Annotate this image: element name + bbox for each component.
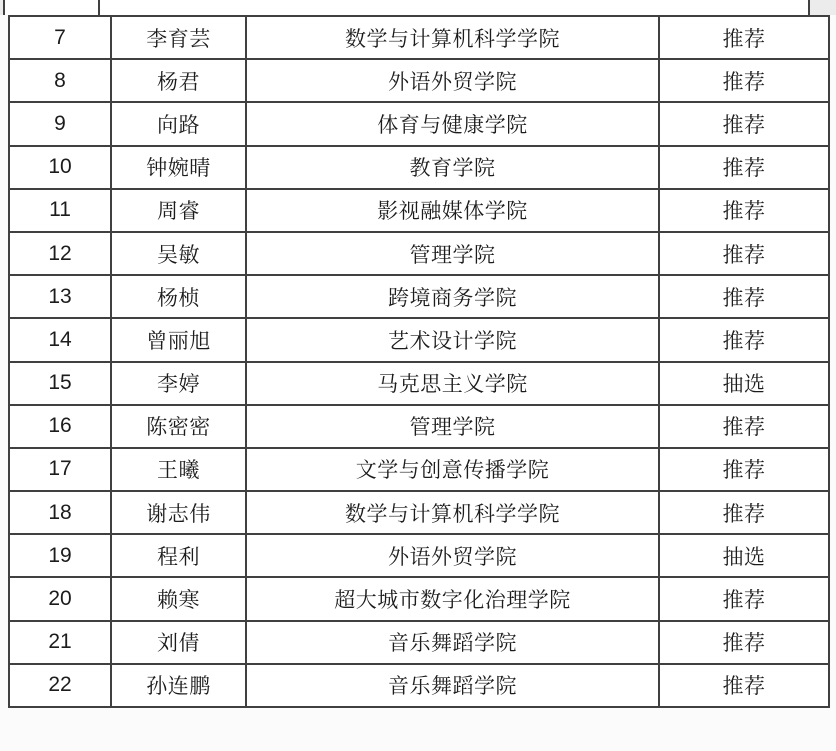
cell-college: 教育学院 bbox=[246, 146, 659, 189]
cell-status: 推荐 bbox=[659, 102, 829, 145]
cell-status: 推荐 bbox=[659, 232, 829, 275]
cell-college: 体育与健康学院 bbox=[246, 102, 659, 145]
cell-number: 17 bbox=[9, 448, 111, 491]
cell-status: 推荐 bbox=[659, 405, 829, 448]
cell-college: 音乐舞蹈学院 bbox=[246, 664, 659, 707]
table-row bbox=[9, 621, 829, 664]
table-row bbox=[9, 59, 829, 102]
cell-status: 推荐 bbox=[659, 318, 829, 361]
cell-number: 18 bbox=[9, 491, 111, 534]
table-row bbox=[9, 448, 829, 491]
cell-name: 赖寒 bbox=[111, 577, 246, 620]
cell-number: 19 bbox=[9, 534, 111, 577]
cell-name: 曾丽旭 bbox=[111, 318, 246, 361]
cell-name: 钟婉晴 bbox=[111, 146, 246, 189]
table-row bbox=[9, 491, 829, 534]
cell-name: 谢志伟 bbox=[111, 491, 246, 534]
roster-table-body bbox=[9, 16, 829, 707]
table-row bbox=[9, 577, 829, 620]
cell-status: 推荐 bbox=[659, 621, 829, 664]
table-row bbox=[9, 102, 829, 145]
cell-college: 跨境商务学院 bbox=[246, 275, 659, 318]
cell-name: 向路 bbox=[111, 102, 246, 145]
cell-name: 王曦 bbox=[111, 448, 246, 491]
cell-number: 12 bbox=[9, 232, 111, 275]
cell-status: 推荐 bbox=[659, 16, 829, 59]
cell-name: 杨桢 bbox=[111, 275, 246, 318]
table-row bbox=[9, 405, 829, 448]
table-row bbox=[9, 362, 829, 405]
cell-name: 杨君 bbox=[111, 59, 246, 102]
cell-college: 超大城市数字化治理学院 bbox=[246, 577, 659, 620]
table-row bbox=[9, 275, 829, 318]
cell-status: 推荐 bbox=[659, 189, 829, 232]
cell-name: 陈密密 bbox=[111, 405, 246, 448]
cell-name: 李婷 bbox=[111, 362, 246, 405]
cell-college: 外语外贸学院 bbox=[246, 59, 659, 102]
cell-college: 管理学院 bbox=[246, 232, 659, 275]
cell-status: 推荐 bbox=[659, 577, 829, 620]
cell-status: 抽选 bbox=[659, 534, 829, 577]
cell-number: 20 bbox=[9, 577, 111, 620]
cell-status: 推荐 bbox=[659, 448, 829, 491]
cell-number: 16 bbox=[9, 405, 111, 448]
cell-status: 抽选 bbox=[659, 362, 829, 405]
cell-status: 推荐 bbox=[659, 664, 829, 707]
cell-number: 7 bbox=[9, 16, 111, 59]
cell-number: 11 bbox=[9, 189, 111, 232]
table-row bbox=[9, 318, 829, 361]
cell-number: 15 bbox=[9, 362, 111, 405]
table-row bbox=[9, 189, 829, 232]
cell-college: 马克思主义学院 bbox=[246, 362, 659, 405]
table-row bbox=[9, 16, 829, 59]
table-row bbox=[9, 146, 829, 189]
previous-row-divider bbox=[98, 0, 100, 15]
cell-college: 外语外贸学院 bbox=[246, 534, 659, 577]
cell-college: 音乐舞蹈学院 bbox=[246, 621, 659, 664]
previous-row-fragment bbox=[3, 0, 810, 15]
cell-name: 李育芸 bbox=[111, 16, 246, 59]
cell-number: 22 bbox=[9, 664, 111, 707]
cell-number: 21 bbox=[9, 621, 111, 664]
cell-college: 艺术设计学院 bbox=[246, 318, 659, 361]
cell-number: 9 bbox=[9, 102, 111, 145]
table-row bbox=[9, 232, 829, 275]
table-row bbox=[9, 664, 829, 707]
cell-name: 刘倩 bbox=[111, 621, 246, 664]
table-row bbox=[9, 534, 829, 577]
cell-college: 影视融媒体学院 bbox=[246, 189, 659, 232]
cell-name: 程利 bbox=[111, 534, 246, 577]
cell-number: 8 bbox=[9, 59, 111, 102]
cell-status: 推荐 bbox=[659, 491, 829, 534]
cell-status: 推荐 bbox=[659, 59, 829, 102]
cell-number: 13 bbox=[9, 275, 111, 318]
cell-name: 孙连鹏 bbox=[111, 664, 246, 707]
cell-status: 推荐 bbox=[659, 146, 829, 189]
roster-table bbox=[8, 15, 830, 708]
cell-number: 14 bbox=[9, 318, 111, 361]
cell-college: 数学与计算机科学学院 bbox=[246, 16, 659, 59]
cell-status: 推荐 bbox=[659, 275, 829, 318]
cell-college: 文学与创意传播学院 bbox=[246, 448, 659, 491]
cell-college: 管理学院 bbox=[246, 405, 659, 448]
cell-name: 周睿 bbox=[111, 189, 246, 232]
cell-name: 吴敏 bbox=[111, 232, 246, 275]
cell-college: 数学与计算机科学学院 bbox=[246, 491, 659, 534]
cell-number: 10 bbox=[9, 146, 111, 189]
